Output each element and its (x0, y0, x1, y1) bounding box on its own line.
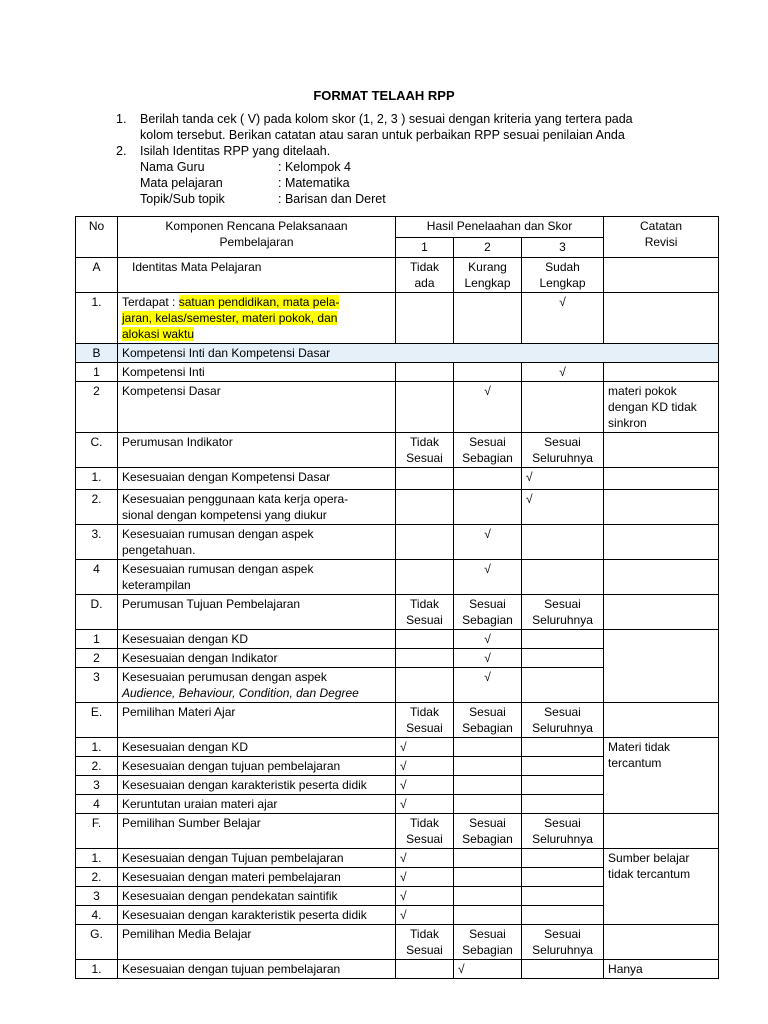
table-row (76, 468, 719, 490)
catatan-line: Sumber belajar (608, 851, 690, 865)
header-hasil: Hasil Penelaahan dan Skor (396, 217, 604, 238)
identity-value: : Kelompok 4 (278, 160, 351, 174)
score-cell (522, 906, 604, 925)
score-cell (454, 468, 522, 490)
row-text-line: Kesesuaian perumusan dengan aspek (122, 670, 327, 684)
section-score-label (454, 703, 522, 738)
score-cell (522, 668, 604, 703)
table-row (76, 525, 719, 560)
score-label-line: Sebagian (462, 721, 513, 735)
section-score-label (454, 814, 522, 849)
score-cell (396, 468, 454, 490)
check-mark: √ (396, 849, 454, 868)
check-mark: √ (396, 868, 454, 887)
catatan-line: sinkron (608, 416, 647, 430)
section-no: C. (76, 433, 118, 468)
row-text (118, 490, 396, 525)
row-no: 2. (76, 490, 118, 525)
identity-row (140, 191, 676, 207)
check-mark: √ (396, 776, 454, 795)
section-score-label (454, 925, 522, 960)
score-label-line: Seluruhnya (532, 721, 593, 735)
score-cell (522, 649, 604, 668)
table-row (76, 560, 719, 595)
row-no: 1 (76, 630, 118, 649)
header-catatan (604, 217, 719, 258)
score-label-line: Seluruhnya (532, 451, 593, 465)
row-text: Kompetensi Inti (118, 363, 396, 382)
score-cell (522, 738, 604, 757)
score-label-line: Sesuai (469, 597, 506, 611)
instruction-text: Berilah tanda cek ( V) pada kolom skor (1, 2, 3 ) sesuai dengan kriteria yang tertera pada (140, 112, 633, 126)
score-cell (454, 490, 522, 525)
check-mark: √ (522, 363, 604, 382)
section-title (118, 258, 396, 293)
catatan-cell (604, 293, 719, 344)
score-label-line: Tidak (410, 435, 439, 449)
table-row (76, 363, 719, 382)
row-text: Kesesuaian dengan karakteristik peserta didik (118, 906, 396, 925)
row-text-line: sional dengan kompetensi yang diukur (122, 508, 327, 522)
identity-label: Topik/Sub topik (140, 192, 225, 206)
section-no: D. (76, 595, 118, 630)
score-label-line: Sesuai (406, 832, 443, 846)
row-no: 3 (76, 776, 118, 795)
row-text-prefix: Terdapat : (122, 295, 179, 309)
section-title: Pemilihan Media Belajar (118, 925, 396, 960)
score-cell (522, 887, 604, 906)
section-score-label (396, 258, 454, 293)
section-score-label (396, 433, 454, 468)
score-label-line: Kurang (468, 260, 507, 274)
section-score-label (522, 595, 604, 630)
header-catatan-line: Revisi (644, 235, 678, 249)
instructions (116, 111, 676, 207)
table-row (76, 382, 719, 433)
score-cell (522, 795, 604, 814)
table-row (76, 293, 719, 344)
section-score-label (522, 814, 604, 849)
row-text (118, 560, 396, 595)
score-label-line: Lengkap (464, 276, 511, 290)
row-no: 4 (76, 560, 118, 595)
row-text: Kompetensi Dasar (118, 382, 396, 433)
row-no: 1. (76, 293, 118, 344)
score-label-line: Sudah (545, 260, 580, 274)
catatan-line: dengan KD tidak (608, 400, 697, 414)
score-label-line: Lengkap (539, 276, 586, 290)
row-no: 3. (76, 525, 118, 560)
row-text: Kesesuaian dengan karakteristik peserta didik (118, 776, 396, 795)
section-score-label (396, 814, 454, 849)
section-score-label (454, 595, 522, 630)
score-label-line: Sesuai (469, 435, 506, 449)
section-score-label (522, 925, 604, 960)
score-label-line: Sesuai (406, 451, 443, 465)
catatan-cell (604, 258, 719, 293)
table-row (76, 849, 719, 868)
score-cell (522, 382, 604, 433)
score-label-line: Sesuai (406, 721, 443, 735)
catatan-cell (604, 468, 719, 490)
row-text (118, 668, 396, 703)
section-title: Pemilihan Sumber Belajar (118, 814, 396, 849)
table-row (76, 630, 719, 649)
check-mark: √ (454, 960, 522, 979)
check-mark: √ (396, 757, 454, 776)
score-label-line: Tidak (410, 927, 439, 941)
instruction-number: 2. (116, 144, 127, 158)
score-cell (454, 738, 522, 757)
catatan-cell (604, 525, 719, 560)
header-komponen-line: Pembelajaran (219, 235, 294, 249)
highlighted-text: satuan pendidikan, mata pela- (178, 295, 340, 309)
score-label-line: Sebagian (462, 943, 513, 957)
score-cell (396, 382, 454, 433)
row-no: 2 (76, 649, 118, 668)
row-text: Kesesuaian dengan Indikator (118, 649, 396, 668)
document-title: FORMAT TELAAH RPP (313, 88, 455, 103)
section-no: F. (76, 814, 118, 849)
score-label-line: Sesuai (469, 705, 506, 719)
score-cell (522, 757, 604, 776)
row-no: 1 (76, 363, 118, 382)
row-no: 1. (76, 738, 118, 757)
row-text: Kesesuaian dengan KD (118, 630, 396, 649)
section-score-label (522, 258, 604, 293)
section-score-label (396, 703, 454, 738)
section-row-d (76, 595, 719, 630)
score-cell (396, 363, 454, 382)
header-score-2: 2 (454, 237, 522, 258)
table-row (76, 490, 719, 525)
check-mark: √ (396, 738, 454, 757)
score-label-line: Seluruhnya (532, 943, 593, 957)
check-mark: √ (454, 668, 522, 703)
row-text-line: keterampilan (122, 578, 191, 592)
catatan-cell (604, 814, 719, 849)
check-mark: √ (522, 293, 604, 344)
header-catatan-line: Catatan (640, 219, 683, 233)
header-komponen-line: Komponen Rencana Pelaksanaan (165, 219, 348, 233)
catatan-cell (604, 490, 719, 525)
score-cell (522, 776, 604, 795)
score-label-line: Sesuai (544, 816, 581, 830)
score-cell (522, 630, 604, 649)
score-label-line: Tidak (410, 816, 439, 830)
score-cell (522, 960, 604, 979)
score-label-line: Sebagian (462, 613, 513, 627)
catatan-cell (604, 433, 719, 468)
header-komponen (118, 217, 396, 258)
catatan-cell (604, 595, 719, 630)
row-text (118, 293, 396, 344)
row-no: 3 (76, 887, 118, 906)
section-no: E. (76, 703, 118, 738)
row-text: Kesesuaian dengan Kompetensi Dasar (118, 468, 396, 490)
score-label-line: Sesuai (544, 705, 581, 719)
score-cell (522, 849, 604, 868)
header-score-3: 3 (522, 237, 604, 258)
score-cell (454, 363, 522, 382)
row-no: 2. (76, 757, 118, 776)
instruction-item (116, 111, 676, 143)
identity-value: : Matematika (278, 176, 350, 190)
catatan-line: tercantum (608, 756, 662, 770)
section-row-b (76, 344, 719, 363)
section-title: Perumusan Tujuan Pembelajaran (118, 595, 396, 630)
score-label-line: Sesuai (469, 816, 506, 830)
table-row (76, 738, 719, 757)
score-label-line: Sesuai (544, 435, 581, 449)
row-no: 2 (76, 382, 118, 433)
score-cell (454, 887, 522, 906)
table-row (76, 960, 719, 979)
catatan-cell (604, 738, 719, 814)
row-text-line: Audience, Behaviour, Condition, dan Degree (122, 686, 359, 700)
section-title: Perumusan Indikator (118, 433, 396, 468)
identity-value: : Barisan dan Deret (278, 192, 386, 206)
section-row-c (76, 433, 719, 468)
section-score-label (454, 433, 522, 468)
section-row-e (76, 703, 719, 738)
score-label-line: Seluruhnya (532, 832, 593, 846)
row-no: 1. (76, 960, 118, 979)
check-mark: √ (396, 906, 454, 925)
row-no: 4. (76, 906, 118, 925)
instruction-text: Isilah Identitas RPP yang ditelaah. (140, 144, 331, 158)
score-label-line: Sebagian (462, 451, 513, 465)
score-cell (454, 757, 522, 776)
row-text: Kesesuaian dengan Tujuan pembelajaran (118, 849, 396, 868)
score-label-line: Sesuai (406, 613, 443, 627)
score-cell (522, 525, 604, 560)
check-mark: √ (454, 560, 522, 595)
check-mark: √ (522, 490, 604, 525)
check-mark: √ (396, 887, 454, 906)
row-text-line: pengetahuan. (122, 543, 196, 557)
highlighted-text: alokasi waktu (122, 327, 195, 341)
check-mark: √ (522, 468, 604, 490)
section-score-label (522, 703, 604, 738)
row-no: 3 (76, 668, 118, 703)
check-mark: √ (454, 630, 522, 649)
score-label-line: Tidak (410, 260, 439, 274)
section-no: B (76, 344, 118, 363)
identity-row (140, 175, 676, 191)
row-no: 1. (76, 849, 118, 868)
score-cell (396, 560, 454, 595)
score-label-line: Seluruhnya (532, 613, 593, 627)
score-cell (454, 795, 522, 814)
score-label-line: Sesuai (544, 927, 581, 941)
identity-label: Mata pelajaran (140, 176, 223, 190)
catatan-cell: Hanya (604, 960, 719, 979)
section-title-text: Identitas Mata Pelajaran (132, 260, 262, 274)
score-cell (396, 649, 454, 668)
score-cell (454, 906, 522, 925)
row-text: Kesesuaian dengan KD (118, 738, 396, 757)
score-cell (396, 293, 454, 344)
row-no: 1. (76, 468, 118, 490)
section-score-label (396, 595, 454, 630)
section-score-label (522, 433, 604, 468)
identity-row (140, 159, 676, 175)
score-label-line: Tidak (410, 597, 439, 611)
score-cell (454, 776, 522, 795)
instruction-text: kolom tersebut. Berikan catatan atau saran untuk perbaikan RPP sesuai penilaian Anda (140, 128, 625, 142)
score-cell (396, 525, 454, 560)
section-no: A (76, 258, 118, 293)
score-cell (454, 849, 522, 868)
row-text: Kesesuaian dengan tujuan pembelajaran (118, 960, 396, 979)
check-mark: √ (396, 795, 454, 814)
catatan-cell (604, 363, 719, 382)
score-cell (522, 560, 604, 595)
section-title: Pemilihan Materi Ajar (118, 703, 396, 738)
row-text: Kesesuaian dengan materi pembelajaran (118, 868, 396, 887)
catatan-cell (604, 560, 719, 595)
check-mark: √ (454, 525, 522, 560)
score-cell (396, 630, 454, 649)
check-mark: √ (454, 649, 522, 668)
section-row-f (76, 814, 719, 849)
section-score-label (454, 258, 522, 293)
section-score-label (396, 925, 454, 960)
identity-block (140, 159, 676, 207)
catatan-cell (604, 630, 719, 703)
row-text: Kesesuaian dengan pendekatan saintifik (118, 887, 396, 906)
score-cell (522, 868, 604, 887)
score-label-line: Sebagian (462, 832, 513, 846)
catatan-line: materi pokok (608, 384, 677, 398)
catatan-cell (604, 925, 719, 960)
header-score-1: 1 (396, 237, 454, 258)
row-text-line: Kesesuaian penggunaan kata kerja opera- (122, 492, 349, 506)
instruction-item (116, 143, 676, 159)
row-text (118, 525, 396, 560)
score-cell (396, 490, 454, 525)
section-title: Kompetensi Inti dan Kompetensi Dasar (118, 344, 719, 363)
highlighted-text: jaran, kelas/semester, materi pokok, dan (122, 311, 338, 325)
catatan-cell (604, 382, 719, 433)
catatan-line: tidak tercantum (608, 867, 691, 881)
row-no: 4 (76, 795, 118, 814)
section-no: G. (76, 925, 118, 960)
catatan-cell (604, 849, 719, 925)
score-cell (396, 668, 454, 703)
instruction-number: 1. (116, 112, 127, 126)
table-header-row (76, 217, 719, 238)
section-row-g (76, 925, 719, 960)
score-cell (396, 960, 454, 979)
section-row-a (76, 258, 719, 293)
telaah-table (75, 216, 719, 979)
score-label-line: ada (414, 276, 435, 290)
score-label-line: Sesuai (544, 597, 581, 611)
catatan-cell (604, 703, 719, 738)
row-text: Keruntutan uraian materi ajar (118, 795, 396, 814)
catatan-line: Materi tidak (608, 740, 671, 754)
row-text: Kesesuaian dengan tujuan pembelajaran (118, 757, 396, 776)
score-label-line: Sesuai (469, 927, 506, 941)
header-no: No (76, 217, 118, 258)
row-text-line: Kesesuaian rumusan dengan aspek (122, 562, 314, 576)
row-text-line: Kesesuaian rumusan dengan aspek (122, 527, 314, 541)
score-label-line: Tidak (410, 705, 439, 719)
row-no: 2. (76, 868, 118, 887)
identity-label: Nama Guru (140, 160, 205, 174)
score-label-line: Sesuai (406, 943, 443, 957)
check-mark: √ (454, 382, 522, 433)
score-cell (454, 293, 522, 344)
score-cell (454, 868, 522, 887)
